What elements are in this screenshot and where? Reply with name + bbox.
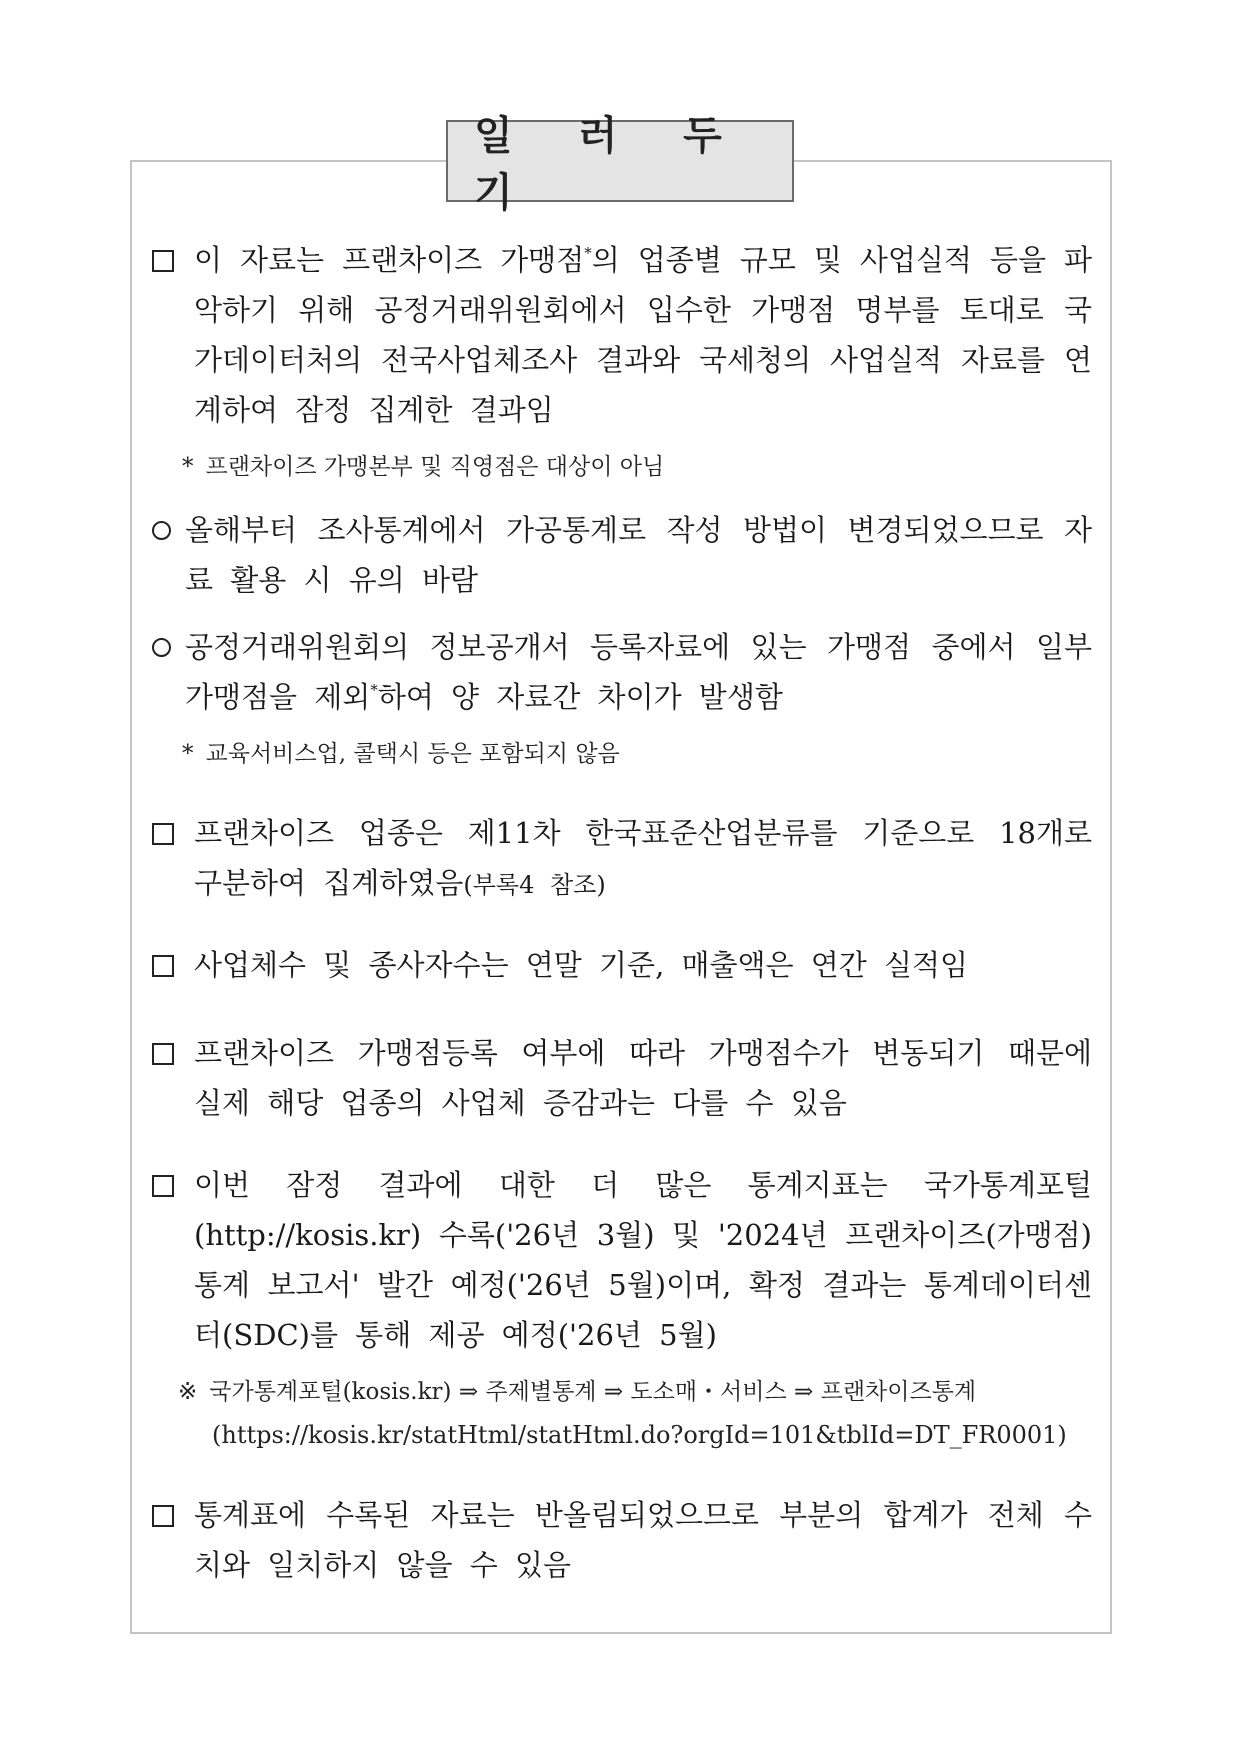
checkbox-icon xyxy=(152,1175,174,1197)
page-title: 일 러 두 기 xyxy=(474,113,748,216)
item-4-text: 프랜차이즈 업종은 제11차 한국표준산업분류를 기준으로 18개로 구분하여 집계하였음(부록4 참조) xyxy=(194,816,1092,900)
item-7-text: 이번 잠정 결과에 대한 더 많은 통계지표는 국가통계포털 (http://kosis.kr) 수록('26년 3월) 및 '2024년 프랜차이즈(가맹점) 통계 보고서' 발간 예정('26년 5월)이며, 확정 결과는 통계데이터센터(SDC)를 통해 제공 예정('26년 5월) xyxy=(194,1168,1092,1352)
circle-bullet-icon xyxy=(152,521,171,540)
checkbox-icon xyxy=(152,250,174,272)
item-6-text: 프랜차이즈 가맹점등록 여부에 따라 가맹점수가 변동되기 때문에 실제 해당 업종의 사업체 증감과는 다를 수 있음 xyxy=(194,1036,1092,1120)
circle-bullet-icon xyxy=(152,638,171,657)
checkbox-icon xyxy=(152,955,174,977)
checkbox-icon xyxy=(152,1505,174,1527)
checkbox-icon xyxy=(152,823,174,845)
item-1-text: 이 자료는 프랜차이즈 가맹점*의 업종별 규모 및 사업실적 등을 파악하기 위해 공정거래위원회에서 입수한 가맹점 명부를 토대로 국가데이터처의 전국사업체조사 결과와 국세청의 사업실적 자료를 연계하여 잠정 집계한 결과임 xyxy=(194,243,1092,427)
reference-mark-icon: ※ xyxy=(178,1379,198,1405)
item-3 xyxy=(152,622,1092,722)
item-7 xyxy=(152,1160,1092,1360)
item-5 xyxy=(152,940,1092,990)
item-2 xyxy=(152,505,1092,605)
item-2-text: 올해부터 조사통계에서 가공통계로 작성 방법이 변경되었으므로 자료 활용 시 유의 바람 xyxy=(185,513,1092,597)
item-7-note: ※ 국가통계포털(kosis.kr) ⇒ 주제별통계 ⇒ 도소매・서비스 ⇒ 프랜차이즈통계 xyxy=(178,1379,977,1405)
checkbox-icon xyxy=(152,1043,174,1065)
item-6 xyxy=(152,1028,1092,1128)
asterisk-icon: * xyxy=(182,741,194,767)
item-5-text: 사업체수 및 종사자수는 연말 기준, 매출액은 연간 실적임 xyxy=(194,948,969,982)
item-8-text: 통계표에 수록된 자료는 반올림되었으므로 부분의 합계가 전체 수치와 일치하지 않을 수 있음 xyxy=(194,1498,1092,1582)
item-1-note: * 프랜차이즈 가맹본부 및 직영점은 대상이 아님 xyxy=(182,454,665,480)
item-4 xyxy=(152,808,1092,910)
item-3-text: 공정거래위원회의 정보공개서 등록자료에 있는 가맹점 중에서 일부 가맹점을 제외*하여 양 자료간 차이가 발생함 xyxy=(185,630,1092,714)
item-3-note: * 교육서비스업, 콜택시 등은 포함되지 않음 xyxy=(182,741,620,767)
kosis-url: (https://kosis.kr/statHtml/statHtml.do?orgId=101&tblId=DT_FR0001) xyxy=(212,1421,1067,1449)
item-8 xyxy=(152,1490,1092,1590)
title-box xyxy=(446,113,794,216)
asterisk-icon: * xyxy=(182,454,194,480)
item-1 xyxy=(152,235,1092,435)
